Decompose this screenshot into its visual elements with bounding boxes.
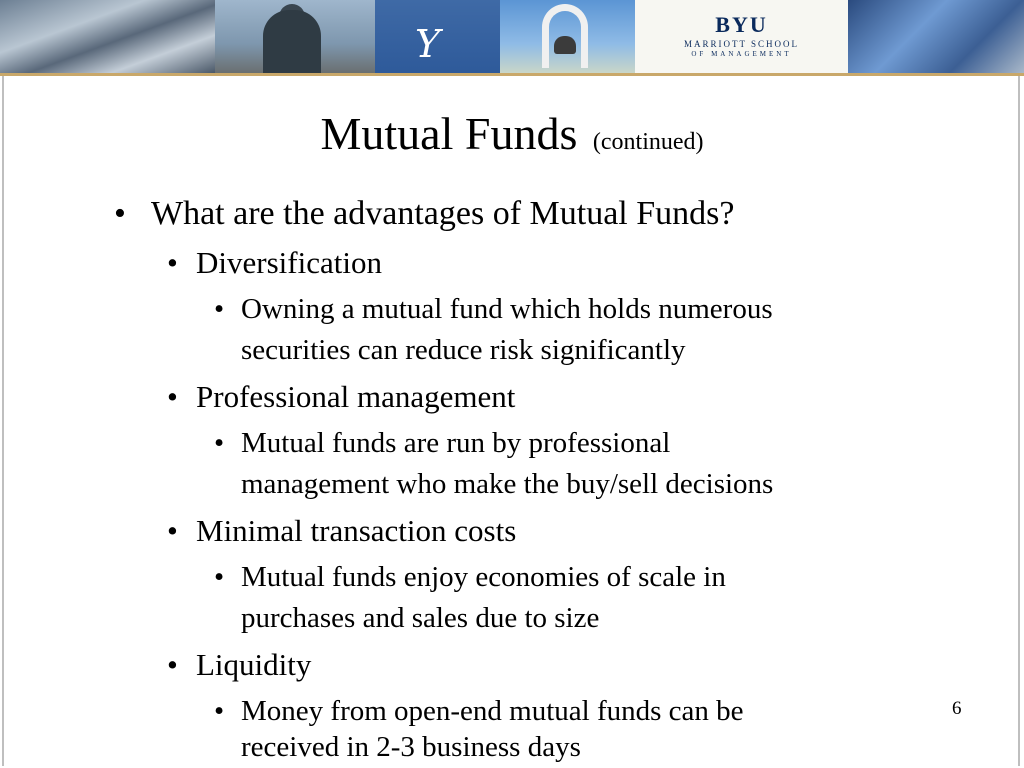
y-mountain-logo: Y	[415, 22, 441, 66]
question-text: What are the advantages of Mutual Funds?	[151, 195, 735, 232]
logo-line1: MARRIOTT SCHOOL	[683, 39, 800, 49]
header-banner	[0, 0, 1024, 73]
bullet-detail-3: •	[214, 561, 225, 593]
bullet-detail-1: •	[214, 293, 225, 325]
bullet-point-2: •	[167, 379, 178, 414]
banner-photo-building	[0, 0, 215, 73]
point-heading: Professional management	[196, 379, 516, 414]
byu-marriott-logo	[635, 0, 848, 73]
banner-photo-statue	[215, 0, 375, 73]
bullet-detail-4: •	[214, 695, 225, 727]
point-heading: Liquidity	[196, 647, 312, 682]
point-detail-line2: purchases and sales due to size	[241, 602, 600, 634]
bullet-question: •	[114, 195, 126, 232]
bell-icon	[554, 36, 576, 54]
point-detail-line1: Mutual funds enjoy economies of scale in	[241, 561, 726, 593]
point-detail-line1: Mutual funds are run by professional	[241, 427, 671, 459]
point-detail-line2: management who make the buy/sell decisions	[241, 468, 774, 500]
slide-frame	[2, 76, 1020, 766]
bullet-point-4: •	[167, 647, 178, 682]
bullet-point-3: •	[167, 513, 178, 548]
point-detail-line2: securities can reduce risk significantly	[241, 334, 686, 366]
point-detail-line1: Money from open-end mutual funds can be	[241, 695, 744, 727]
banner-photo-mountain-y	[375, 0, 500, 73]
statue-body	[263, 10, 321, 73]
slide-title	[0, 108, 1024, 168]
page-number: 6	[952, 698, 962, 719]
bullet-point-1: •	[167, 245, 178, 280]
bullet-detail-2: •	[214, 427, 225, 459]
point-heading: Minimal transaction costs	[196, 513, 517, 548]
logo-line2: OF MANAGEMENT	[691, 50, 792, 58]
point-detail-line2: received in 2-3 business days	[241, 731, 581, 763]
banner-photo-campus	[848, 0, 1024, 73]
point-heading: Diversification	[196, 245, 382, 280]
banner-photo-bell-tower	[500, 0, 635, 73]
logo-main: BYU	[715, 12, 768, 37]
point-detail-line1: Owning a mutual fund which holds numerous	[241, 293, 773, 325]
title-suffix: (continued)	[592, 129, 704, 155]
title-main: Mutual Funds	[320, 108, 578, 159]
